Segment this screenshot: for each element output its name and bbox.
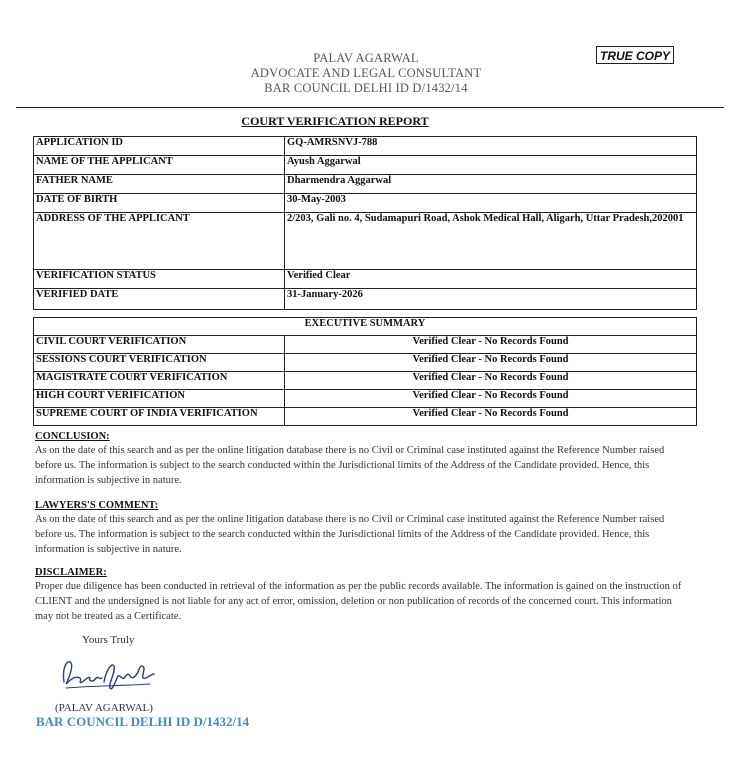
summary-value: Verified Clear - No Records Found: [285, 372, 697, 390]
conclusion-text: As on the date of this search and as per the online litigation database there is no Civil or Criminal case instituted against the Reference Number raised before us. The information is subject to the search conducted within the Jurisdictional limits of the Address of the Candidate provided. Hence, this information is subjective in nature.: [35, 445, 665, 486]
summary-value: Verified Clear - No Records Found: [285, 336, 697, 354]
header-divider: [16, 107, 724, 108]
info-label: APPLICATION ID: [34, 137, 285, 156]
lawyers-comment-heading: LAWYERS'S COMMENT:: [35, 500, 159, 511]
disclaimer-heading: DISCLAIMER:: [35, 567, 107, 578]
table-row: [34, 194, 697, 213]
lawyers-comment-text: As on the date of this search and as per the online litigation database there is no Civil or Criminal case instituted against the Reference Number raised before us. The information is subject to the search conducted within the Jurisdictional limits of the Address of the Candidate provided. Hence, this information is subjective in nature.: [35, 514, 665, 555]
table-row: [34, 408, 697, 426]
table-row: [34, 289, 697, 310]
info-value: Verified Clear: [285, 270, 697, 289]
table-row: [34, 372, 697, 390]
table-row: [34, 318, 697, 336]
table-row: [34, 213, 697, 270]
info-value: Ayush Aggarwal: [285, 156, 697, 175]
info-value: Dharmendra Aggarwal: [285, 175, 697, 194]
info-label: ADDRESS OF THE APPLICANT: [34, 213, 285, 270]
advocate-title: ADVOCATE AND LEGAL CONSULTANT: [250, 66, 482, 80]
summary-value: Verified Clear - No Records Found: [285, 390, 697, 408]
summary-label: SUPREME COURT OF INDIA VERIFICATION: [34, 408, 285, 426]
signatory-name: (PALAV AGARWAL): [55, 702, 153, 714]
info-value: 2/203, Gali no. 4, Sudamapuri Road, Ashok Medical Hall, Aligarh, Uttar Pradesh,202001: [285, 213, 697, 270]
letterhead: [0, 51, 732, 96]
info-label: NAME OF THE APPLICANT: [34, 156, 285, 175]
summary-label: MAGISTRATE COURT VERIFICATION: [34, 372, 285, 390]
true-copy-stamp: TRUE COPY: [596, 46, 674, 64]
executive-summary-table: [33, 317, 697, 426]
summary-label: CIVIL COURT VERIFICATION: [34, 336, 285, 354]
summary-value: Verified Clear - No Records Found: [285, 408, 697, 426]
table-row: [34, 175, 697, 194]
advocate-name: PALAV AGARWAL: [313, 51, 419, 65]
table-row: [34, 336, 697, 354]
info-label: DATE OF BIRTH: [34, 194, 285, 213]
summary-label: HIGH COURT VERIFICATION: [34, 390, 285, 408]
info-value: GQ-AMRSNVJ-788: [285, 137, 697, 156]
conclusion-heading: CONCLUSION:: [35, 431, 110, 442]
summary-label: SESSIONS COURT VERIFICATION: [34, 354, 285, 372]
disclaimer-text: Proper due diligence has been conducted in retrieval of the information as per the public records available. The information is gained on the instruction of CLIENT and the undersigned is not liable for any act of error, omission, deletion or non publication of records of the concerned court. This information may not be treated as a Certificate.: [35, 581, 682, 622]
info-label: VERIFICATION STATUS: [34, 270, 285, 289]
info-value: 31-January-2026: [285, 289, 697, 310]
table-row: [34, 354, 697, 372]
closing-text: Yours Truly: [82, 634, 135, 646]
info-label: VERIFIED DATE: [34, 289, 285, 310]
lawyers-comment-section: [35, 499, 690, 557]
report-title: COURT VERIFICATION REPORT: [241, 114, 429, 128]
signature-icon: [58, 652, 158, 701]
summary-value: Verified Clear - No Records Found: [285, 354, 697, 372]
table-row: [34, 270, 697, 289]
info-value: 30-May-2003: [285, 194, 697, 213]
table-row: [34, 156, 697, 175]
applicant-info-table: [33, 136, 697, 310]
table-row: [34, 137, 697, 156]
disclaimer-section: [35, 566, 690, 624]
advocate-bar-id: BAR COUNCIL DELHI ID D/1432/14: [264, 81, 468, 95]
table-row: [34, 390, 697, 408]
signatory-bar-id: BAR COUNCIL DELHI ID D/1432/14: [36, 714, 250, 729]
summary-heading: EXECUTIVE SUMMARY: [34, 318, 697, 336]
info-label: FATHER NAME: [34, 175, 285, 194]
conclusion-section: [35, 430, 690, 488]
